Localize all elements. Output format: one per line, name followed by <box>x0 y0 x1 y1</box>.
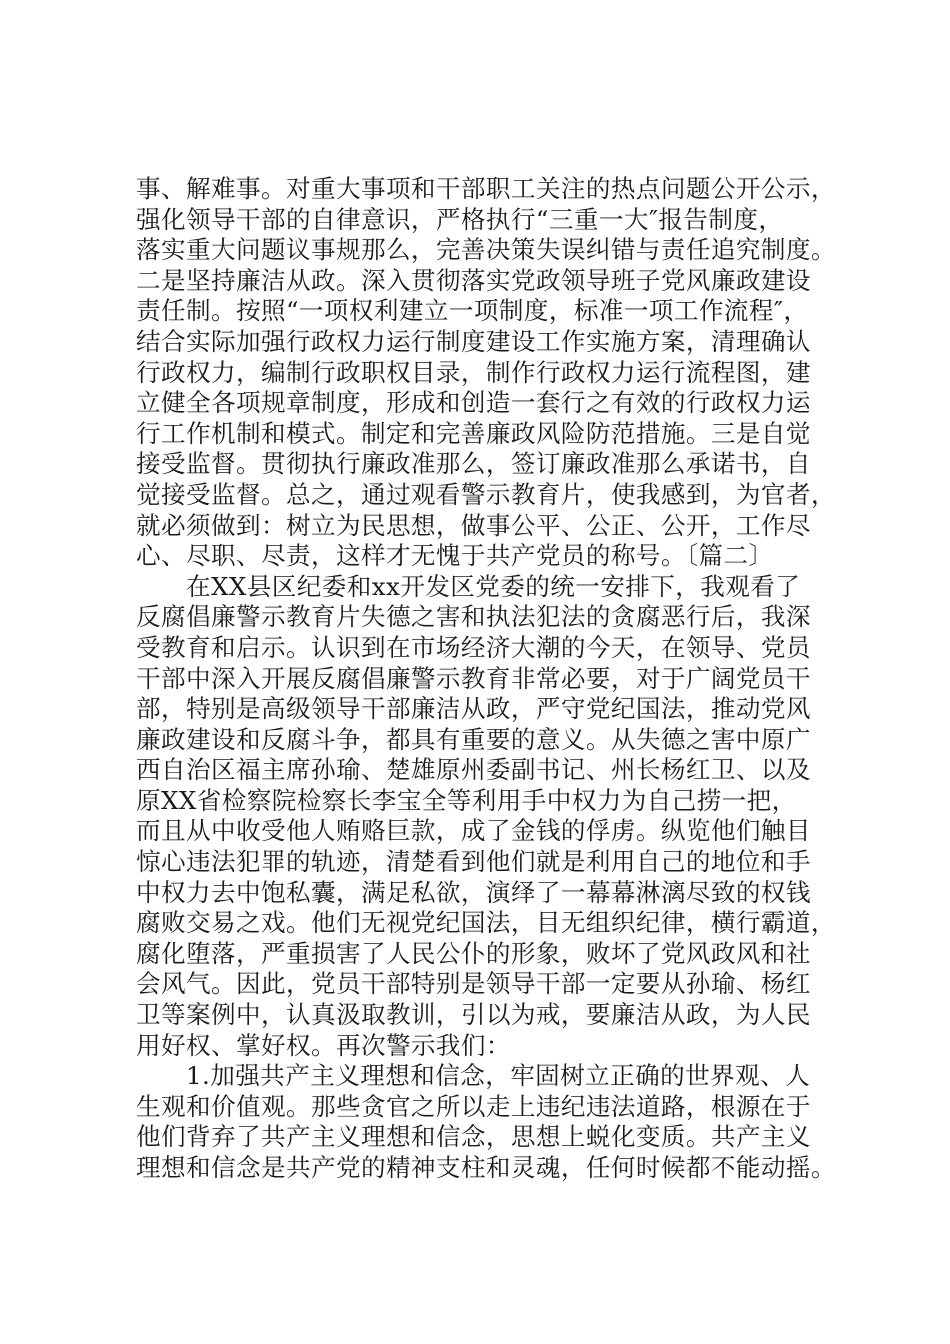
text-line: 立健全各项规章制度，形成和创造一套行之有效的行政权力运 <box>136 388 811 418</box>
text-line: 惊心违法犯罪的轨迹，清楚看到他们就是利用自己的地位和手 <box>136 847 811 877</box>
text-line: 心、尽职、尽责，这样才无愧于共产党员的称号。〔篇二〕 <box>136 541 774 571</box>
text-line: 原XX省检察院检察长李宝全等利用手中权力为自己捞一把， <box>136 785 797 815</box>
text-line: 用好权、掌好权。再次警示我们： <box>136 1030 511 1060</box>
text-line: 责任制。按照“一项权利建立一项制度，标准一项工作流程″， <box>136 296 809 326</box>
text-line: 部，特别是高级领导干部廉洁从政，严守党纪国法，推动党风 <box>136 694 811 724</box>
text-line: 接受监督。贯彻执行廉政准那么，签订廉政准那么承诺书，自 <box>136 449 811 479</box>
text-line: 会风气。因此，党员干部特别是领导干部一定要从孙瑜、杨红 <box>136 969 811 999</box>
text-line: 反腐倡廉警示教育片失德之害和执法犯法的贪腐恶行后，我深 <box>136 602 811 632</box>
text-line: 结合实际加强行政权力运行制度建设工作实施方案，清理确认 <box>136 326 811 356</box>
text-line: 腐化堕落，严重损害了人民公仆的形象，败坏了党风政风和社 <box>136 938 811 968</box>
text-line: 而且从中收受他人贿赂巨款，成了金钱的俘虏。纵览他们触目 <box>136 816 811 846</box>
text-line: 生观和价值观。那些贪官之所以走上违纪违法道路，根源在于 <box>136 1091 811 1121</box>
text-line: 廉政建设和反腐斗争，都具有重要的意义。从失德之害中原广 <box>136 724 811 754</box>
text-line: 西自治区福主席孙瑜、楚雄原州委副书记、州长杨红卫、以及 <box>136 755 811 785</box>
paragraph-start-line: 在XX县区纪委和xx开发区党委的统一安排下，我观看了 <box>186 571 801 601</box>
text-line: 腐败交易之戏。他们无视党纪国法，目无组织纪律，横行霸道， <box>136 908 836 938</box>
body-text <box>136 174 836 1184</box>
text-line: 强化领导干部的自律意识，严格执行“三重一大″报告制度， <box>136 204 784 234</box>
text-line: 行工作机制和模式。制定和完善廉政风险防范措施。三是自觉 <box>136 418 811 448</box>
text-line: 二是坚持廉洁从政。深入贯彻落实党政领导班子党风廉政建设 <box>136 265 811 295</box>
text-line: 落实重大问题议事规那么，完善决策失误纠错与责任追究制度。 <box>136 235 836 265</box>
text-line: 中权力去中饱私囊，满足私欲，演绎了一幕幕淋漓尽致的权钱 <box>136 877 811 907</box>
text-line: 事、解难事。对重大事项和干部职工关注的热点问题公开公示， <box>136 174 836 203</box>
text-line: 他们背弃了共产主义理想和信念，思想上蜕化变质。共产主义 <box>136 1122 811 1152</box>
text-line: 卫等案例中，认真汲取教训，引以为戒，要廉洁从政，为人民 <box>136 1000 811 1030</box>
text-line: 干部中深入开展反腐倡廉警示教育非常必要，对于广阔党员干 <box>136 663 811 693</box>
paragraph-start-line: 1.加强共产主义理想和信念，牢固树立正确的世界观、人 <box>186 1061 811 1091</box>
text-line: 理想和信念是共产党的精神支柱和灵魂，任何时候都不能动摇。 <box>136 1153 836 1182</box>
text-line: 行政权力，编制行政职权目录，制作行政权力运行流程图，建 <box>136 357 811 387</box>
text-line: 受教育和启示。认识到在市场经济大潮的今天，在领导、党员 <box>136 632 811 662</box>
text-line: 觉接受监督。总之，通过观看警示教育片，使我感到，为官者， <box>136 479 836 509</box>
text-line: 就必须做到：树立为民思想，做事公平、公正、公开，工作尽 <box>136 510 811 540</box>
